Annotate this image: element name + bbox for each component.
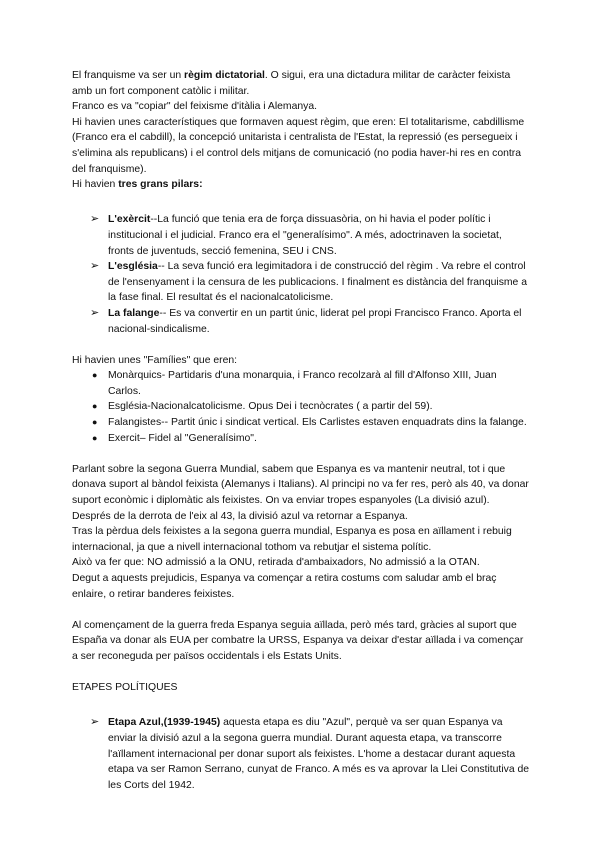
list-item: ➢ La falange-- Es va convertir en un partit únic, liderat pel propi Francisco Franco. Aporta el nacional-sindicalisme.	[90, 306, 522, 335]
families-intro: Hi havien unes "Famílies" que eren:	[72, 354, 238, 366]
guerra-freda-paragraph: Al començament de la guerra freda Espanya seguia aïllada, però més tard, gràcies al suport que España va donar als EUA per combatre la URSS, Espanya va deixar d'estar aïllada i va començar a ser reconeguda per països occidentals i els Estats Units.	[72, 619, 524, 662]
arrow-bullet-icon: ➢	[90, 213, 100, 226]
list-item: ● Església-Nacionalcatolicisme. Opus Dei i tecnòcrates ( a partir del 59).	[72, 399, 530, 415]
bullet-icon: ●	[92, 417, 98, 428]
list-item: ➢ Etapa Azul,(1939-1945) aquesta etapa es diu "Azul", perquè va ser quan Espanya va enviar la divisió azul a la segona guerra mundial. Durant aquesta etapa, va transcorre l'aïllament internacional per donar suport als feixistes. L'home a destacar durant aquesta etapa va ser Ramon Serrano, cunyat de Franco. A més es va aprovar la Llei Constitutiva de les Corts del 1942.	[90, 716, 530, 791]
list-item: ● Falangistes-- Partit únic i sindicat vertical. Els Carlistes estaven enquadrats dins la falange.	[72, 415, 530, 431]
list-item: ➢ L'exèrcit--La funció que tenia era de força dissuasòria, on hi havia el poder polític i institucional i el judicial. Franco era el "generalísimo". A més, adoctrinaven la societat, fronts de juventuds, secció femenina, SEU i CNS.	[90, 213, 502, 257]
intro-paragraph-1: El franquisme va ser un règim dictatorial. O sigui, era una dictadura militar de caràcter feixista amb un fort component catòlic i militar.	[72, 70, 511, 97]
bullet-icon: ●	[92, 370, 98, 381]
document-page	[72, 68, 530, 793]
etapes-list	[72, 711, 530, 793]
intro-paragraph-3: Hi havien unes característiques que formaven aquest règim, que eren: El totalitarisme, cabdillisme (Franco era el cabdill), la concepció unitarista i centralista de l'Estat, la repressió (es persegueix i s'elimina als republicans) i el control dels mitjans de comunicació (no podia haver-hi res en contra del franquisme).	[72, 116, 525, 175]
arrow-bullet-icon: ➢	[90, 716, 100, 729]
guerra-paragraph-1: Parlant sobre la segona Guerra Mundial, sabem que Espanya es va mantenir neutral, tot i que donava suport al bàndol feixista (Alemanys i Italians). Al principi no va fer res, però als 40, va donar suport econòmic i diplomàtic als feixistes. On va enviar tropes espanyoles (La divisió azul). Després de la derrota de l'eix al 43, la divisió azul va retornar a Espanya.	[72, 463, 529, 522]
intro-paragraph-2: Franco es va "copiar" del feixisme d'itàlia i Alemanya.	[72, 101, 317, 113]
arrow-bullet-icon: ➢	[90, 260, 100, 273]
pilars-list	[72, 208, 530, 337]
arrow-bullet-icon: ➢	[90, 306, 100, 319]
guerra-paragraph-4: Degut a aquests prejudicis, Espanya va començar a retira costums com saludar amb el braç enlaire, o retirar banderes feixistes.	[72, 573, 497, 600]
list-item: ● Monàrquics- Partidaris d'una monarquia, i Franco recolzarà al fill d'Alfonso XIII, Juan Carlos.	[92, 370, 497, 397]
bullet-icon: ●	[92, 432, 98, 443]
bullet-icon: ●	[92, 401, 98, 412]
list-item: ● Exercit– Fidel al "Generalísimo".	[72, 431, 530, 447]
regim-dictatorial-bold: règim dictatorial	[184, 70, 265, 81]
families-list	[72, 368, 530, 446]
guerra-paragraph-3: Això va fer que: NO admissió a la ONU, retirada d'ambaixadors, No admissió a la OTAN.	[72, 557, 480, 569]
etapes-heading: ETAPES POLÍTIQUES	[72, 682, 178, 694]
guerra-paragraph-2: Tras la pèrdua dels feixistes a la segona guerra mundial, Espanya es posa en aïllament i rebuig internacional, ja que a nivell internacional tothom va rebutjar el sistema polític.	[72, 526, 512, 553]
intro-paragraph-4: Hi havien tres grans pilars:	[72, 179, 203, 191]
list-item: ➢ L'església-- La seva funció era legimitadora i de construcció del règim . Va rebre el control de l'ensenyament i la censura de les publicacions. I finalment es distància del franquisme a la fase final. El resultat és el nacionalcatolicisme.	[90, 260, 527, 304]
tres-grans-pilars-bold: tres grans pilars:	[118, 179, 203, 191]
